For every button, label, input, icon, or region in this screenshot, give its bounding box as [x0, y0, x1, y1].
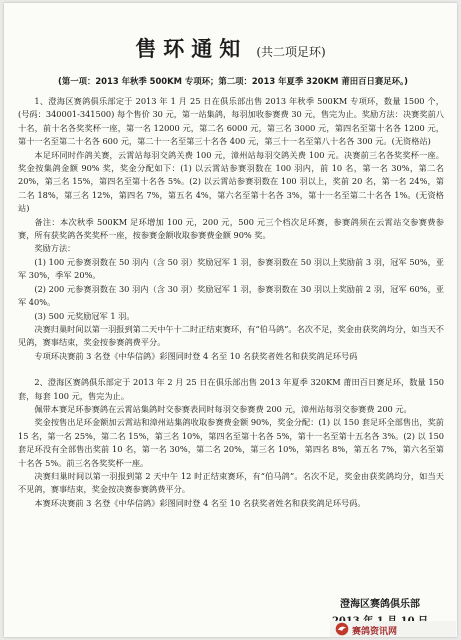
notice-page — [4, 3, 457, 637]
body-paragraph: (3) 500 元奖励冠军 1 羽。 — [34, 310, 135, 321]
section-1-paragraph: 1、澄海区赛鸽俱乐部定于 2013 年 1 月 25 日在俱乐部出售 2013 年秋季 500KM 专项环，数量 1500 个，(号码：340001-341500) 每个售价 30 元，第一站集鸽，每羽加收参赛费 30 元，售完为止。奖励方法：决赛奖前八十名，前十名各奖奖杯一座，第一名 12000 元，第二名 6000 元，第三名 3000 元，第四名至第十名各 1200 元，第十一名至第二十名各 600 元，第二十一名至第三十名各 400 元，第三十一名至第八十名各 300 元。(无资格站) — [18, 96, 444, 147]
document-subtitle: (共二项足环) — [256, 45, 326, 59]
body-paragraph: 本足环同时作鸽关赛，云霄站每羽交鸽关费 100 元，漳州站每羽交鸽关费 100 元。决赛前三名各奖奖杯一座。奖金按集鸽金额 90% 奖，奖金分配如下：(1) 以云霄站参赛羽数在 100 羽内，前 10 名，第一名 30%，第二名 20%，第三名 15%，第四名至第十名各 5%。(2) 以云霄站参赛羽数在 100 羽以上，奖前 20 名，第一名 24%，第二名 18%，第三名 12%，第四名 7%，第五名 4%，第六名至第十名各 3%，第十一名至第二十名各 1%。(无资格站) — [18, 149, 444, 214]
body-paragraph: 奖励方法： — [34, 243, 76, 254]
body-paragraph: 备注：本次秋季 500KM 足环增加 100 元，200 元，500 元三个档次足环赛，参赛鸽须在云霄站交参赛费参赛，所有获奖鸽各奖奖杯一座，按参赛金额收取参赛费金额 90% 奖。 — [18, 216, 444, 241]
watermark-text: 赛鸽资讯网 — [352, 627, 398, 637]
document-summary: (第一项：2013 年秋季 500KM 专项环；第二项：2013 年夏季 320KM 莆田百日赛足环。) — [58, 76, 408, 86]
body-paragraph: (1) 100 元参赛羽数在 50 羽内（含 50 羽）奖励冠军 1 羽，参赛羽数在 50 羽以上奖励前 3 羽，冠军 50%，亚军 30%，季军 20%。 — [18, 256, 444, 281]
signature-org: 澄海区赛鸽俱乐部 — [340, 599, 420, 610]
document-title: 售环通知 — [135, 37, 248, 61]
title-row — [4, 33, 457, 63]
pigeon-logo-icon — [335, 622, 349, 636]
body-paragraph: 专项环决赛前 3 名登《中华信鸽》彩图同时登 4 名至 10 名获奖者姓名和获奖鸽足环号码 — [34, 350, 358, 361]
body-paragraph: 佩带本赛足环参赛鸽在云霄站集鸽时交参赛表同时每羽交参赛费 200 元，漳州站每羽交参赛费 200 元。 — [34, 403, 412, 414]
section-2-paragraph: 2、澄海区赛鸽俱乐部定于 2013 年 2 月 25 日在俱乐部出售 2013 年夏季 320KM 莆田百日赛足环，数量 150 套，每套 100 元，售完为止。 — [18, 377, 444, 401]
body-paragraph: 奖金按售出足环金额加云霄站和漳州站集鸽收取参赛费金额 90%，奖金分配：(1) 以 150 套足环全部售出，奖前 15 名，第一名 25%，第二名 15%，第三名 10%，第四名至第十名各 5%，第十一名至第十五名各 3%。(2) 以 150 套足环没有全部售出奖前 10 名，第一名 30%，第二名 20%，第三名 10%，第四名 8%，第五名 7%，第六名至第十名各 5%。前三名各奖奖杯一座。 — [18, 417, 444, 468]
site-watermark — [330, 621, 456, 637]
body-paragraph: 决赛归巢时间以第一羽报到第二天中午十二时正结束赛环，有“伯马鸽”。名次不足，奖金由获奖鸽均分，如当天不见鸽，赛事结束，奖金按参赛鸽费平分。 — [18, 323, 444, 348]
body-paragraph: 本赛环决赛前 3 名登《中华信鸽》彩图同时登 4 名至 10 名获奖者姓名和获奖鸽足环号码。 — [34, 497, 366, 508]
body-paragraph: 决赛归巢时间以第一羽报到第 2 天中午 12 时正结束赛环，有“伯马鸽”。名次不足，奖金由获奖鸽均分，如当天不见鸽，赛事结束，奖金按决赛参赛鸽费平分。 — [18, 470, 444, 495]
body-paragraph: (2) 200 元参赛羽数在 30 羽内（含 30 羽）奖励冠军 1 羽，参赛羽数在 30 羽以上奖励前 2 羽，冠军 60%，亚军 40%。 — [18, 283, 444, 308]
notice-body — [18, 95, 444, 510]
